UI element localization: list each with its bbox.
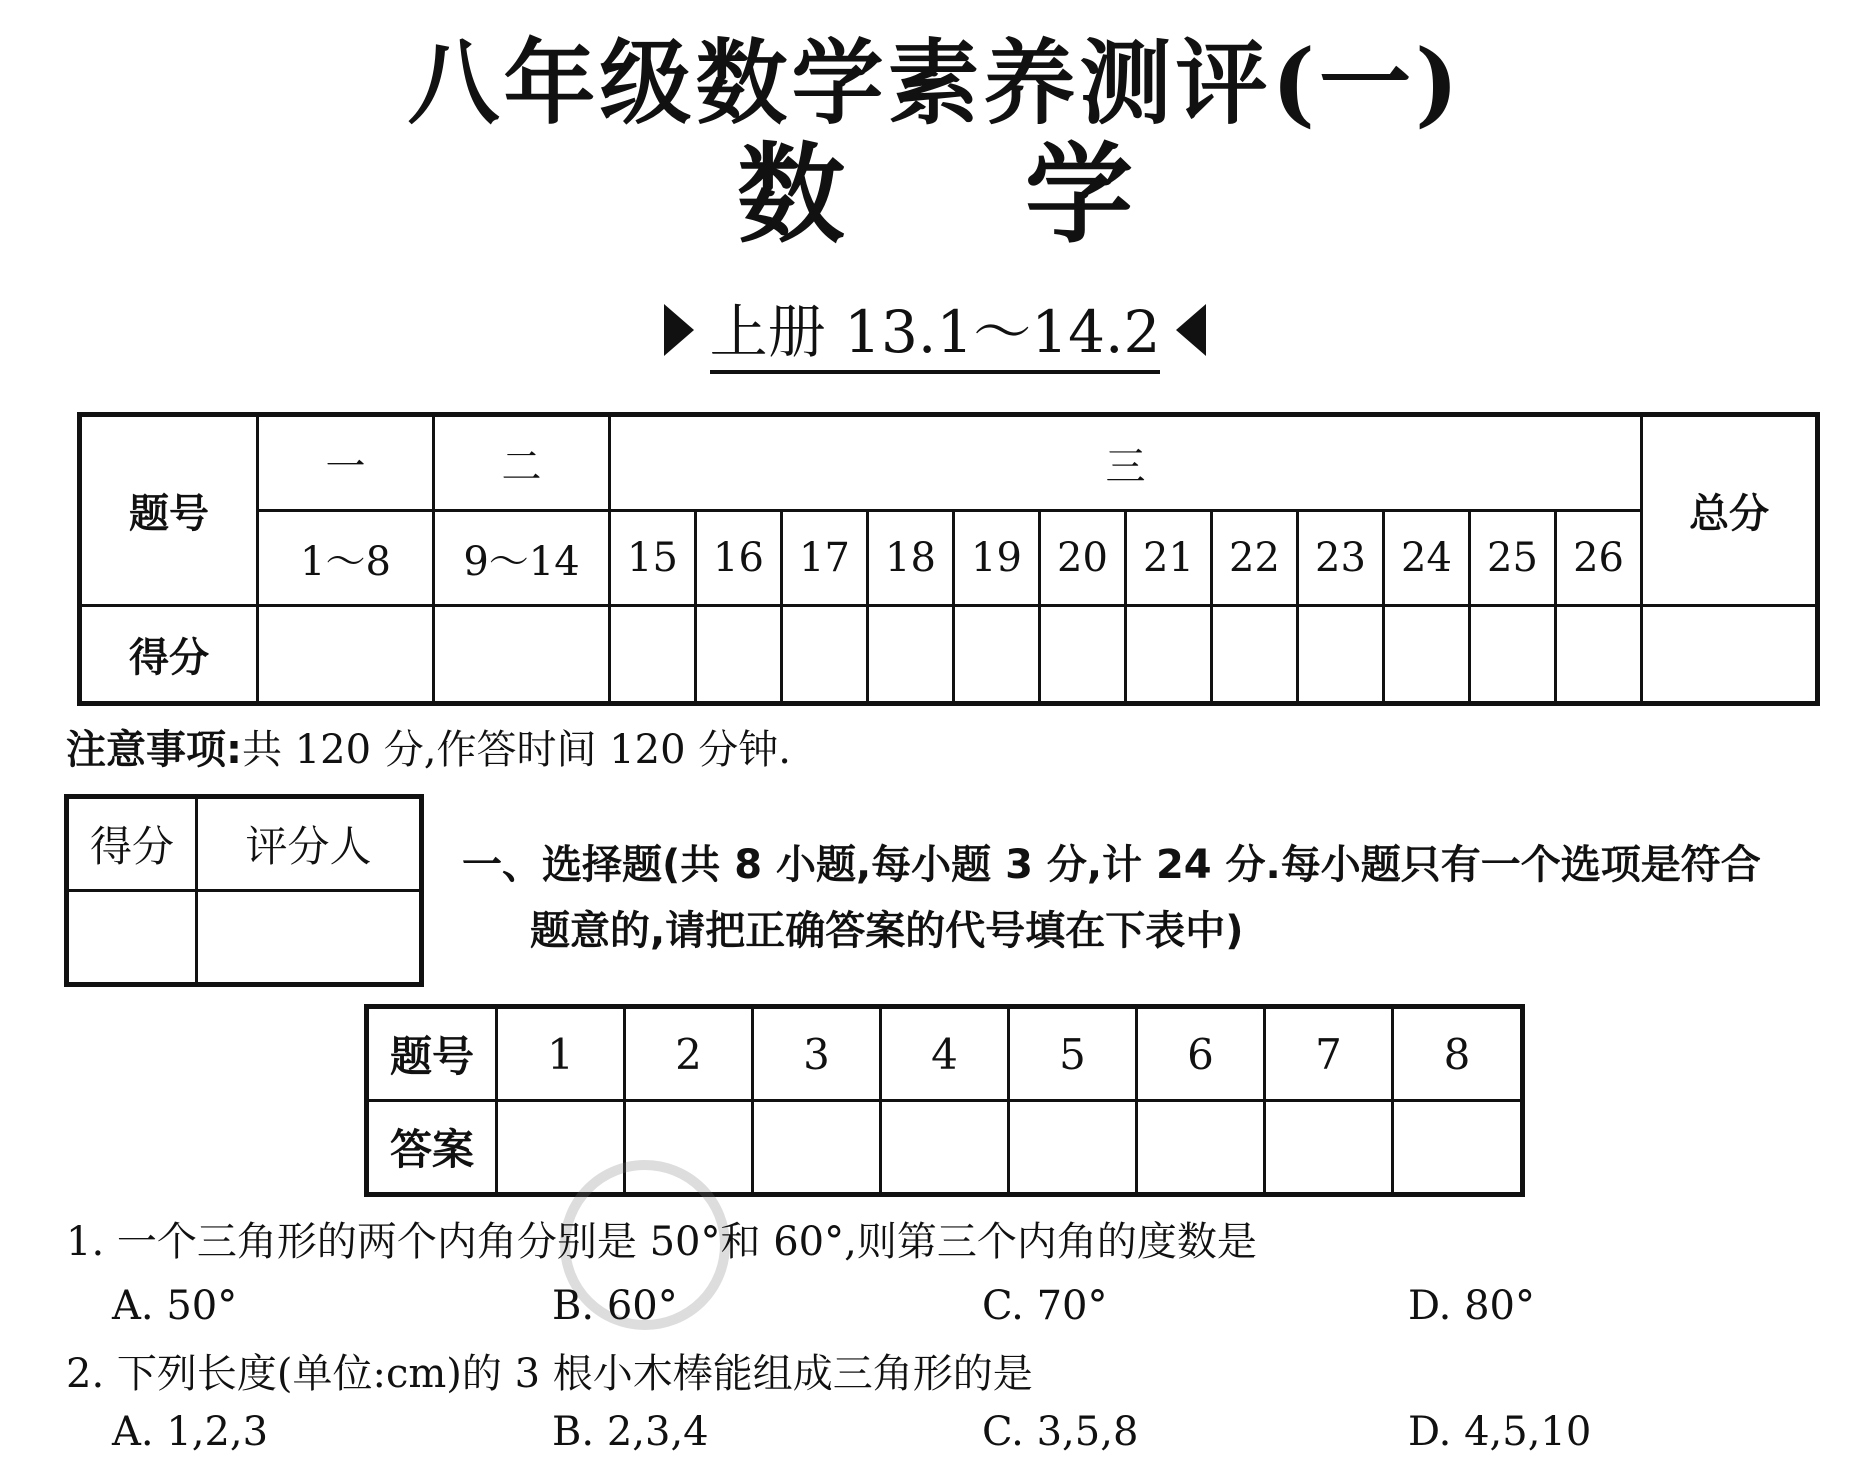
total-score-label: 总分 [1642, 415, 1818, 606]
total-score-cell [1642, 606, 1818, 704]
grader-score-cell [67, 891, 197, 985]
page-title: 八年级数学素养测评(一) [407, 29, 1463, 137]
score-cell [1298, 606, 1384, 704]
answer-table [364, 1004, 1525, 1197]
arrow-left-icon [1176, 304, 1206, 356]
score-cell [868, 606, 954, 704]
notice-text: 共 120 分,作答时间 120 分钟. [242, 727, 791, 773]
section-header: 二 [434, 415, 610, 511]
grader-table [64, 794, 424, 987]
score-cell [1384, 606, 1470, 704]
score-cell [1556, 606, 1642, 704]
range-cell: 25 [1470, 511, 1556, 606]
score-cell [1470, 606, 1556, 704]
range-cell: 1～8 [258, 511, 434, 606]
range-cell: 21 [1126, 511, 1212, 606]
range-cell: 18 [868, 511, 954, 606]
answer-number-cell: 1 [497, 1007, 625, 1101]
section-heading-line1: 一、选择题(共 8 小题,每小题 3 分,计 24 分.每小题只有一个选项是符合 [462, 842, 1761, 888]
answer-row-label: 答案 [367, 1101, 497, 1195]
question-option: C. 70° [982, 1283, 1108, 1329]
score-row-label: 得分 [80, 606, 258, 704]
score-table [77, 412, 1820, 706]
question-stem: 1. 一个三角形的两个内角分别是 50°和 60°,则第三个内角的度数是 [66, 1219, 1257, 1265]
notice-label: 注意事项: [66, 727, 242, 773]
range-cell: 16 [696, 511, 782, 606]
answer-cell [1393, 1101, 1523, 1195]
question-option: D. 80° [1408, 1283, 1535, 1329]
notice [66, 722, 791, 778]
arrow-right-icon [664, 304, 694, 356]
question-number-label: 题号 [80, 415, 258, 606]
answer-number-cell: 8 [1393, 1007, 1523, 1101]
range-cell: 17 [782, 511, 868, 606]
answer-number-cell: 3 [753, 1007, 881, 1101]
question-option: B. 60° [552, 1283, 678, 1329]
score-cell [1040, 606, 1126, 704]
answer-cell [753, 1101, 881, 1195]
subject-title: 数学 [736, 132, 1313, 258]
scope-text: 上册 13.1～14.2 [710, 298, 1161, 374]
grader-score-label: 得分 [67, 797, 197, 891]
answer-number-label: 题号 [367, 1007, 497, 1101]
range-cell: 23 [1298, 511, 1384, 606]
section-heading [462, 832, 1802, 964]
question-option: A. 1,2,3 [112, 1409, 269, 1455]
range-cell: 9～14 [434, 511, 610, 606]
score-cell [1212, 606, 1298, 704]
score-cell [954, 606, 1040, 704]
answer-cell [1137, 1101, 1265, 1195]
answer-cell [1265, 1101, 1393, 1195]
answer-number-cell: 5 [1009, 1007, 1137, 1101]
range-cell: 19 [954, 511, 1040, 606]
range-cell: 26 [1556, 511, 1642, 606]
score-cell [782, 606, 868, 704]
question-stem: 2. 下列长度(单位:cm)的 3 根小木棒能组成三角形的是 [66, 1351, 1033, 1397]
answer-number-cell: 4 [881, 1007, 1009, 1101]
range-cell: 22 [1212, 511, 1298, 606]
score-cell [434, 606, 610, 704]
answer-number-cell: 7 [1265, 1007, 1393, 1101]
scope-label [0, 292, 1870, 372]
section-header: 一 [258, 415, 434, 511]
score-cell [610, 606, 696, 704]
question-option: D. 4,5,10 [1408, 1409, 1592, 1455]
score-cell [696, 606, 782, 704]
range-cell: 24 [1384, 511, 1470, 606]
section-heading-line2: 题意的,请把正确答案的代号填在下表中) [530, 908, 1244, 954]
section-header: 三 [610, 415, 1642, 511]
answer-cell [1009, 1101, 1137, 1195]
score-cell [258, 606, 434, 704]
range-cell: 15 [610, 511, 696, 606]
grader-name-label: 评分人 [197, 797, 422, 891]
answer-number-cell: 6 [1137, 1007, 1265, 1101]
range-cell: 20 [1040, 511, 1126, 606]
question-option: C. 3,5,8 [982, 1409, 1139, 1455]
answer-number-cell: 2 [625, 1007, 753, 1101]
question-option: B. 2,3,4 [552, 1409, 709, 1455]
answer-cell [881, 1101, 1009, 1195]
score-cell [1126, 606, 1212, 704]
question-option: A. 50° [112, 1283, 238, 1329]
grader-name-cell [197, 891, 422, 985]
